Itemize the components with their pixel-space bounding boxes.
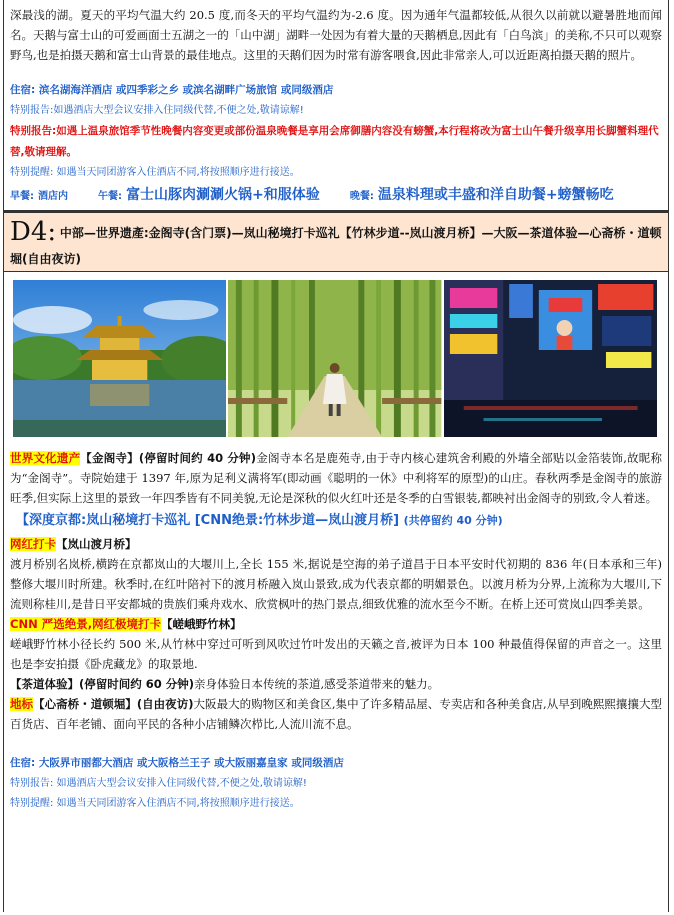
bamboo-tag xyxy=(10,617,161,631)
day4-photo-strip xyxy=(4,272,668,445)
togetsukyo-tag: 网红打卡 xyxy=(10,537,56,551)
kinkakuji-tag: 世界文化遗产 xyxy=(10,451,81,465)
bamboo-paragraph: 嵯峨野竹林小径长约 500 米,从竹林中穿过可听到风吹过竹叶发出的天籁之音,被评为日本 100 种最值得保留的声音之一。这里也是李安拍摄《卧虎藏龙》的取景地. xyxy=(10,637,662,671)
day3-special-report-crab: 特别报告:如遇上温泉旅馆季节性晚餐内容变更或部份温泉晚餐是享用会席御膳内容没有螃蟹,本行程将改为富士山午餐升级享用长脚蟹料理代替,敬请理解。 xyxy=(10,125,659,158)
day4-label: D4: xyxy=(10,217,57,247)
tea-name: 【茶道体验】(停留时间约 60 分钟) xyxy=(10,677,195,691)
bamboo-forest-photo xyxy=(228,280,441,437)
dinner-value: 温泉料理或丰盛和洋自助餐+螃蟹畅吃 xyxy=(377,187,614,203)
arashiyama-heading-text: 【深度京都:岚山秘境打卡巡礼 [CNN绝景:竹林步道—岚山渡月桥] xyxy=(16,513,400,528)
bamboo-heading xyxy=(10,614,662,634)
day3-intro-paragraph: 深最浅的湖。夏天的平均气温大约 20.5 度,而冬天的平均气温约为-2.6 度。因为通年气温都较低,从很久以前就以避暑胜地而闻名。天鹅与富士山的可爱画面士五湖之一的「山中湖」湖畔一处因为有着大量的天鹅栖息,因此有「白鸟滨」的美称,不只可以观察野鸟,也是拍摄天鹅和富士山背景的最佳地点。这里的天鹅们因为时常有游客喂食,因此非常亲人,可以近距离拍摄天鹅的照片。 xyxy=(10,8,662,62)
breakfast-label: 早餐: xyxy=(10,191,34,202)
tea-text: 亲身体验日本传统的茶道,感受茶道带来的魅力。 xyxy=(194,677,440,691)
kinkakuji-photo xyxy=(13,280,226,437)
shinsaibashi-name: 【心斋桥・道顿堀】(自由夜访) xyxy=(33,697,194,711)
kinkakuji-text: 金阁寺本名是鹿苑寺,由于寺内核心建筑舍利殿的外墙全部贴以金箔装饰,故昵称为“金阁寺”。寺院始建于 1397 年,原为足利义满将军(即动画《聪明的一休》中利将军的原型)的山庄。春秋两季是金阁寺的旅游旺季,但实际上这里的景致一年四季皆有不同美貌,无论是深秋的似火红叶还是冬季的白雪银装,都映衬出金阁寺的别致,令人着迷。 xyxy=(10,451,663,505)
dinner-label: 晚餐: xyxy=(349,191,374,202)
shinsaibashi-paragraph xyxy=(10,694,662,734)
day4-body xyxy=(4,448,668,814)
breakfast-value: 酒店内 xyxy=(38,191,69,202)
day4-title: 中部—世界遗產:金阁寺(含门票)—岚山秘境打卡巡礼【竹林步道--岚山渡月桥】—大阪—茶道体验—心斋桥・道顿堀(自由夜访) xyxy=(10,226,662,266)
togetsukyo-paragraph: 渡月桥别名岚桥,横跨在京都岚山的大堰川上,全长 155 米,据说是空海的弟子道昌于日本平安时代初期的 836 年(日本承和三年)整修大堰川时所建。秋季时,在红叶陪衬下的渡月桥融入岚山景致,成为代表京都的明媚景色。以渡月桥为分界,上流称为大堰川,下流则称桂川,是昔日平安都城的贵族们乘舟戏水、欣赏枫叶的热门景点,细致优雅的流水至今不断。在桥上还可赏岚山四季美景。 xyxy=(10,557,662,611)
togetsukyo-heading xyxy=(10,534,662,554)
kinkakuji-paragraph xyxy=(10,448,662,508)
arashiyama-heading xyxy=(10,508,662,534)
dotonbori-photo xyxy=(444,280,657,437)
bamboo-name: 【嵯峨野竹林】 xyxy=(161,617,242,631)
day3-hotel: 住宿: 滨名湖海洋酒店 或四季彩之乡 或滨名湖畔广场旅馆 或同级酒店 xyxy=(10,84,334,96)
shinsaibashi-text: 大阪最大的购物区和美食区,集中了许多精品屋、专卖店和各种美食店,从早到晚熙熙攘攘大型百货店、百年老铺、面向平民的各种小店铺鳞次栉比,人流川流不息。 xyxy=(10,697,663,731)
day4-header xyxy=(4,212,668,272)
arashiyama-duration: (共停留约 40 分钟) xyxy=(403,514,503,527)
lunch-value: 富士山豚肉涮涮火锅+和服体验 xyxy=(126,187,320,203)
day4-special-report: 特别报告: 如遇酒店大型会议安排入住同级代替,不便之处,敬请谅解! xyxy=(10,778,307,789)
shinsaibashi-tag: 地标 xyxy=(10,697,34,711)
tea-paragraph xyxy=(10,674,662,694)
itinerary-page xyxy=(3,0,669,912)
togetsukyo-name: 【岚山渡月桥】 xyxy=(56,537,137,551)
day4-hotel: 住宿: 大阪界市丽都大酒店 或大阪格兰王子 或大阪丽嘉皇家 或同级酒店 xyxy=(10,757,344,769)
day3-special-reminder: 特别提醒: 如遇当天同团游客入住酒店不同,将按照顺序进行接送。 xyxy=(10,167,300,178)
bamboo-tag-cnn: CNN 严选绝景, xyxy=(10,617,93,631)
day3-section xyxy=(4,5,668,183)
lunch-label: 午餐: xyxy=(98,191,123,202)
kinkakuji-name: 【金阁寺】(停留时间约 40 分钟) xyxy=(80,451,257,465)
day3-special-report: 特别报告:如遇酒店大型会议安排入住同级代替,不便之处,敬请谅解! xyxy=(10,105,304,116)
day3-meals xyxy=(4,183,668,212)
bamboo-tag-label: 网红极境打卡 xyxy=(92,617,162,631)
day4-special-reminder: 特别提醒: 如遇当天同团游客入住酒店不同,将按照顺序进行接送。 xyxy=(10,798,300,809)
